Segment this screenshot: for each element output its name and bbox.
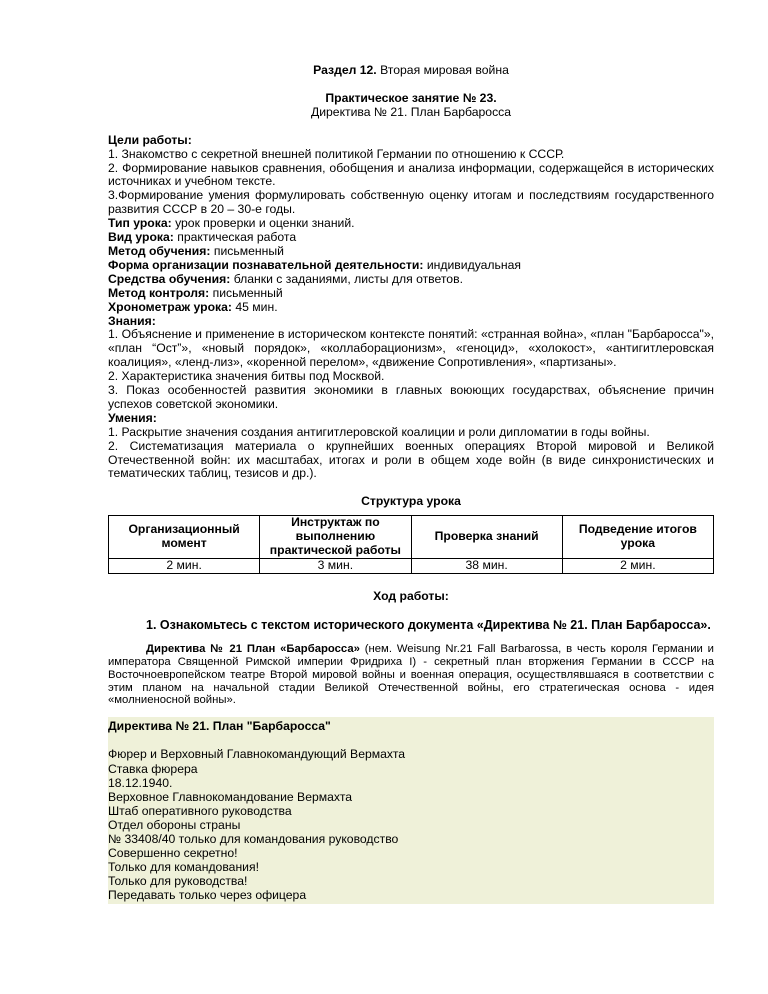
table-cell: 38 мин. <box>411 559 562 574</box>
meta-label: Средства обучения: <box>108 271 231 286</box>
goals-heading: Цели работы: <box>108 132 192 147</box>
meta-label: Тип урока: <box>108 216 172 231</box>
directive-line: Верховное Главнокомандование Вермахта <box>108 789 353 804</box>
section-heading <box>108 64 714 78</box>
table-header-cell: Подведение итогов урока <box>562 516 713 559</box>
table-header-row <box>109 516 714 559</box>
meta-value: 45 мин. <box>235 299 278 314</box>
goal-item: 2. Формирование навыков сравнения, обобщения и анализа информации, содержащейся в исторических источниках и учебном тексте. <box>108 160 714 189</box>
table-cell: 3 мин. <box>260 559 411 574</box>
task-1: 1. Ознакомьтесь с текстом исторического документа «Директива № 21. План Барбаросса». <box>146 617 711 632</box>
practice-title: Директива № 21. План Барбаросса <box>310 104 512 119</box>
directive-line: Ставка фюрера <box>108 761 198 776</box>
directive-title: Директива № 21. План "Барбаросса" <box>108 719 331 734</box>
meta-row <box>108 259 714 273</box>
practice-label: Практическое занятие № 23. <box>325 90 497 105</box>
knowledge-item: 2. Характеристика значения битвы под Москвой. <box>108 369 385 384</box>
directive-line: Передавать только через офицера <box>108 888 307 903</box>
directive-line: Совершенно секретно! <box>108 846 238 861</box>
knowledge-item: 1. Объяснение и применение в историческом контексте понятий: «странная война», «план "Барбаросса"», «план “Ост”», «новый порядок», «коллаборационизм», «геноцид», «холокост», «антигитлеровская коалиция», «ленд-лиз», «коренной перелом», «движение Сопротивления», «партизаны». <box>108 327 714 370</box>
skill-item: 1. Раскрытие значения создания антигитлеровской коалиции и роли дипломатии в годы войны. <box>108 424 650 439</box>
meta-row <box>108 287 714 301</box>
table-header-cell: Инструктаж по выполнению практической работы <box>260 516 411 559</box>
meta-row <box>108 217 714 231</box>
document-page <box>108 64 714 904</box>
table-cell: 2 мин. <box>109 559 260 574</box>
directive-line: Отдел обороны страны <box>108 817 241 832</box>
directive-note <box>108 643 714 708</box>
meta-row <box>108 231 714 245</box>
table-row <box>109 559 714 574</box>
table-header-cell: Организационный момент <box>109 516 260 559</box>
meta-value: практическая работа <box>177 230 297 245</box>
directive-line: № 33408/40 только для командования руководство <box>108 832 399 846</box>
structure-heading: Структура урока <box>361 494 461 509</box>
meta-value: урок проверки и оценки знаний. <box>175 216 355 231</box>
meta-row <box>108 273 714 287</box>
directive-line: Штаб оперативного руководства <box>108 803 292 818</box>
meta-label: Форма организации познавательной деятельности: <box>108 257 424 272</box>
goal-item: 1. Знакомство с секретной внешней политикой Германии по отношению к СССР. <box>108 146 565 161</box>
skill-item: 2. Систематизация материала о крупнейших военных операциях Второй мировой и Великой Отечественной войн: их масштабах, итогах и роли в общем ходе войн (в виде синхронистических и тематических таблиц, тезисов и др.). <box>108 438 714 481</box>
knowledge-heading: Знания: <box>108 313 156 328</box>
meta-label: Хронометраж урока: <box>108 299 232 314</box>
meta-label: Метод контроля: <box>108 285 210 300</box>
note-bold: Директива № 21 План «Барбаросса» <box>146 642 360 655</box>
meta-label: Вид урока: <box>108 230 174 245</box>
knowledge-item: 3. Показ особенностей развития экономики в главных воюющих государствах, объяснение причин успехов советской экономики. <box>108 383 714 411</box>
progress-heading: Ход работы: <box>373 588 449 603</box>
structure-table <box>108 515 714 574</box>
meta-row <box>108 245 714 259</box>
section-title: Вторая мировая война <box>380 63 509 77</box>
directive-line: Фюрер и Верховный Главнокомандующий Вермахта <box>108 747 406 762</box>
meta-row <box>108 301 714 315</box>
skills-heading: Умения: <box>108 410 157 425</box>
table-header-cell: Проверка знаний <box>411 516 562 559</box>
section-label: Раздел 12. <box>313 63 377 77</box>
meta-label: Метод обучения: <box>108 243 211 258</box>
table-cell: 2 мин. <box>562 559 713 574</box>
directive-line: Только для командования! <box>108 860 259 875</box>
goal-item: 3.Формирование умения формулировать собственную оценку итогам и последствиям государственного развития СССР в 20 – 30-е годы. <box>108 188 714 217</box>
meta-value: письменный <box>212 285 283 300</box>
directive-quote <box>108 717 714 904</box>
meta-value: бланки с заданиями, листы для ответов. <box>233 271 463 286</box>
directive-line: Только для руководства! <box>108 874 248 889</box>
directive-line: 18.12.1940. <box>108 775 173 790</box>
meta-value: индивидуальная <box>426 257 521 272</box>
meta-value: письменный <box>213 243 284 258</box>
note-text: (нем. Weisung Nr.21 Fall Barbarossa, в честь короля Германии и императора Священной Римской империи Фридриха I) - секретный план вторжения Германии в СССР на Восточноевропейском театре Второй мировой войны и военная операция, осуществлявшаяся в соответствии с этим планом на начальной стадии Великой Отечественной войны, его стратегическая основа - идея «молниеносной войны». <box>108 642 714 707</box>
